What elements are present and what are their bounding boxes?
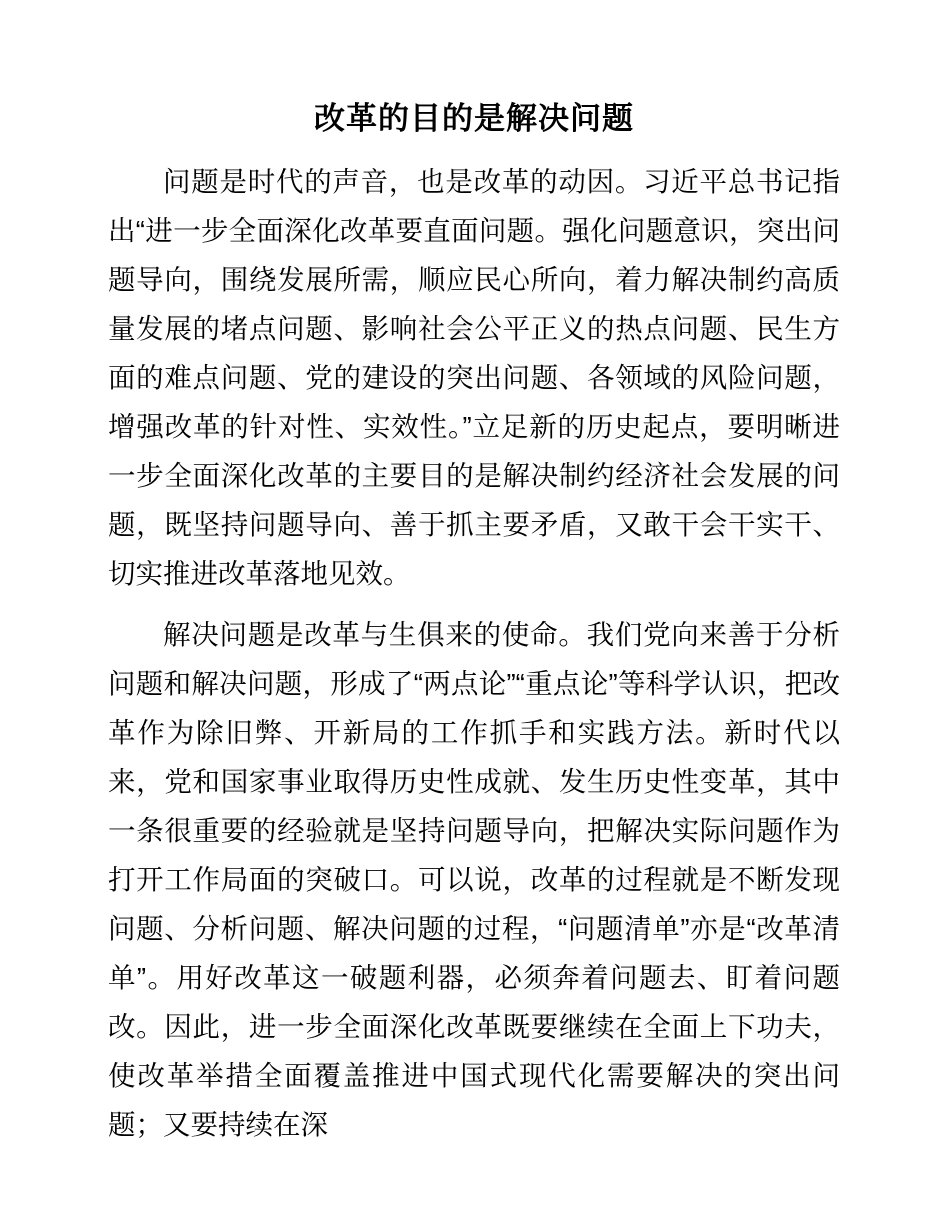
page-title: 改革的目的是解决问题 — [314, 101, 634, 136]
body-paragraph-2: 解决问题是改革与生俱来的使命。我们党向来善于分析问题和解决问题，形成了“两点论”“重点论”等科学认识，把改革作为除旧弊、开新局的工作抓手和实践方法。新时代以来，党和国家事业取得历史性成就、发生历史性变革，其中一条很重要的经验就是坚持问题导向，把解决实际问题作为打开工作局面的突破口。可以说，改革的过程就是不断发现问题、分析问题、解决问题的过程，“问题清单”亦是“改革清单”。用好改革这一破题利器，必须奔着问题去、盯着问题改。因此，进一步全面深化改革既要继续在全面上下功夫，使改革举措全面覆盖推进中国式现代化需要解决的突出问题；又要持续在深 — [108, 618, 840, 1140]
body-paragraph-1: 问题是时代的声音，也是改革的动因。习近平总书记指出“进一步全面深化改革要直面问题。强化问题意识，突出问题导向，围绕发展所需，顺应民心所向，着力解决制约高质量发展的堵点问题、影响社会公平正义的热点问题、民生方面的难点问题、党的建设的突出问题、各领域的风险问题，增强改革的针对性、实效性。”立足新的历史起点，要明晰进一步全面深化改革的主要目的是解决制约经济社会发展的问题，既坚持问题导向、善于抓主要矛盾，又敢干会干实干、切实推进改革落地见效。 — [108, 165, 840, 589]
